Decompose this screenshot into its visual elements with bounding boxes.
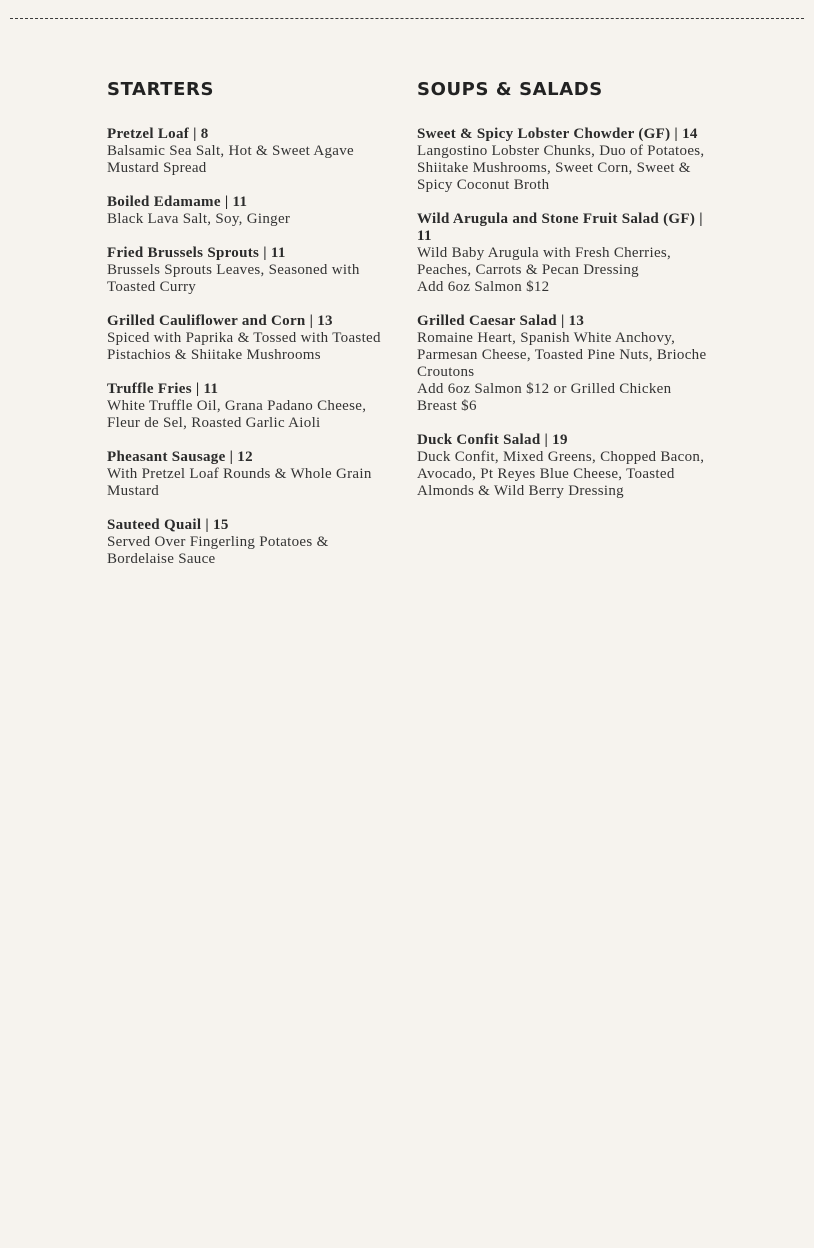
menu-item-description: Spiced with Paprika & Tossed with Toasted Pistachios & Shiitake Mushrooms (107, 330, 381, 363)
menu-item (417, 211, 707, 296)
menu-item-description: Brussels Sprouts Leaves, Seasoned with Toasted Curry (107, 262, 360, 295)
menu-item (107, 194, 397, 228)
menu-item-description: Balsamic Sea Salt, Hot & Sweet Agave Mustard Spread (107, 143, 355, 176)
menu (107, 79, 707, 585)
menu-item-name: Pheasant Sausage | 12 (107, 449, 253, 465)
menu-item (107, 381, 397, 432)
menu-item-name: Wild Arugula and Stone Fruit Salad (GF) | 11 (417, 211, 703, 244)
menu-item-name: Pretzel Loaf | 8 (107, 126, 209, 142)
starters-items (107, 126, 397, 568)
menu-item-description: Langostino Lobster Chunks, Duo of Potatoes, Shiitake Mushrooms, Sweet Corn, Sweet & Spicy Coconut Broth (417, 143, 705, 193)
menu-item-description: Add 6oz Salmon $12 or Grilled Chicken Breast $6 (417, 381, 672, 414)
section-title-starters: STARTERS (107, 79, 215, 100)
menu-item (107, 126, 397, 177)
menu-item (417, 313, 707, 415)
menu-item (417, 432, 707, 500)
menu-item-name: Duck Confit Salad | 19 (417, 432, 568, 448)
menu-item-description: With Pretzel Loaf Rounds & Whole Grain Mustard (107, 466, 372, 499)
menu-item-name: Grilled Caesar Salad | 13 (417, 313, 585, 329)
starters-column (107, 79, 397, 585)
section-title-soups-salads: SOUPS & SALADS (417, 79, 603, 100)
menu-item-description: Black Lava Salt, Soy, Ginger (107, 211, 291, 227)
menu-item (107, 517, 397, 568)
menu-item-name: Sauteed Quail | 15 (107, 517, 229, 533)
menu-item-name: Sweet & Spicy Lobster Chowder (GF) | 14 (417, 126, 698, 142)
menu-item-name: Boiled Edamame | 11 (107, 194, 248, 210)
menu-item-description: Wild Baby Arugula with Fresh Cherries, Peaches, Carrots & Pecan Dressing (417, 245, 672, 278)
menu-item-description: Add 6oz Salmon $12 (417, 279, 550, 295)
soups-salads-column (417, 79, 707, 585)
soups-salads-items (417, 126, 707, 500)
menu-item-description: Romaine Heart, Spanish White Anchovy, Parmesan Cheese, Toasted Pine Nuts, Brioche Croutons (417, 330, 707, 380)
menu-item-name: Fried Brussels Sprouts | 11 (107, 245, 286, 261)
dashed-divider (10, 18, 804, 19)
menu-item (107, 245, 397, 296)
menu-item-name: Truffle Fries | 11 (107, 381, 219, 397)
menu-item (417, 126, 707, 194)
menu-item-description: Served Over Fingerling Potatoes & Bordelaise Sauce (107, 534, 329, 567)
menu-item-description: Duck Confit, Mixed Greens, Chopped Bacon, Avocado, Pt Reyes Blue Cheese, Toasted Almonds & Wild Berry Dressing (417, 449, 705, 499)
menu-item-description: White Truffle Oil, Grana Padano Cheese, Fleur de Sel, Roasted Garlic Aioli (107, 398, 367, 431)
menu-item (107, 313, 397, 364)
menu-item (107, 449, 397, 500)
menu-item-name: Grilled Cauliflower and Corn | 13 (107, 313, 333, 329)
